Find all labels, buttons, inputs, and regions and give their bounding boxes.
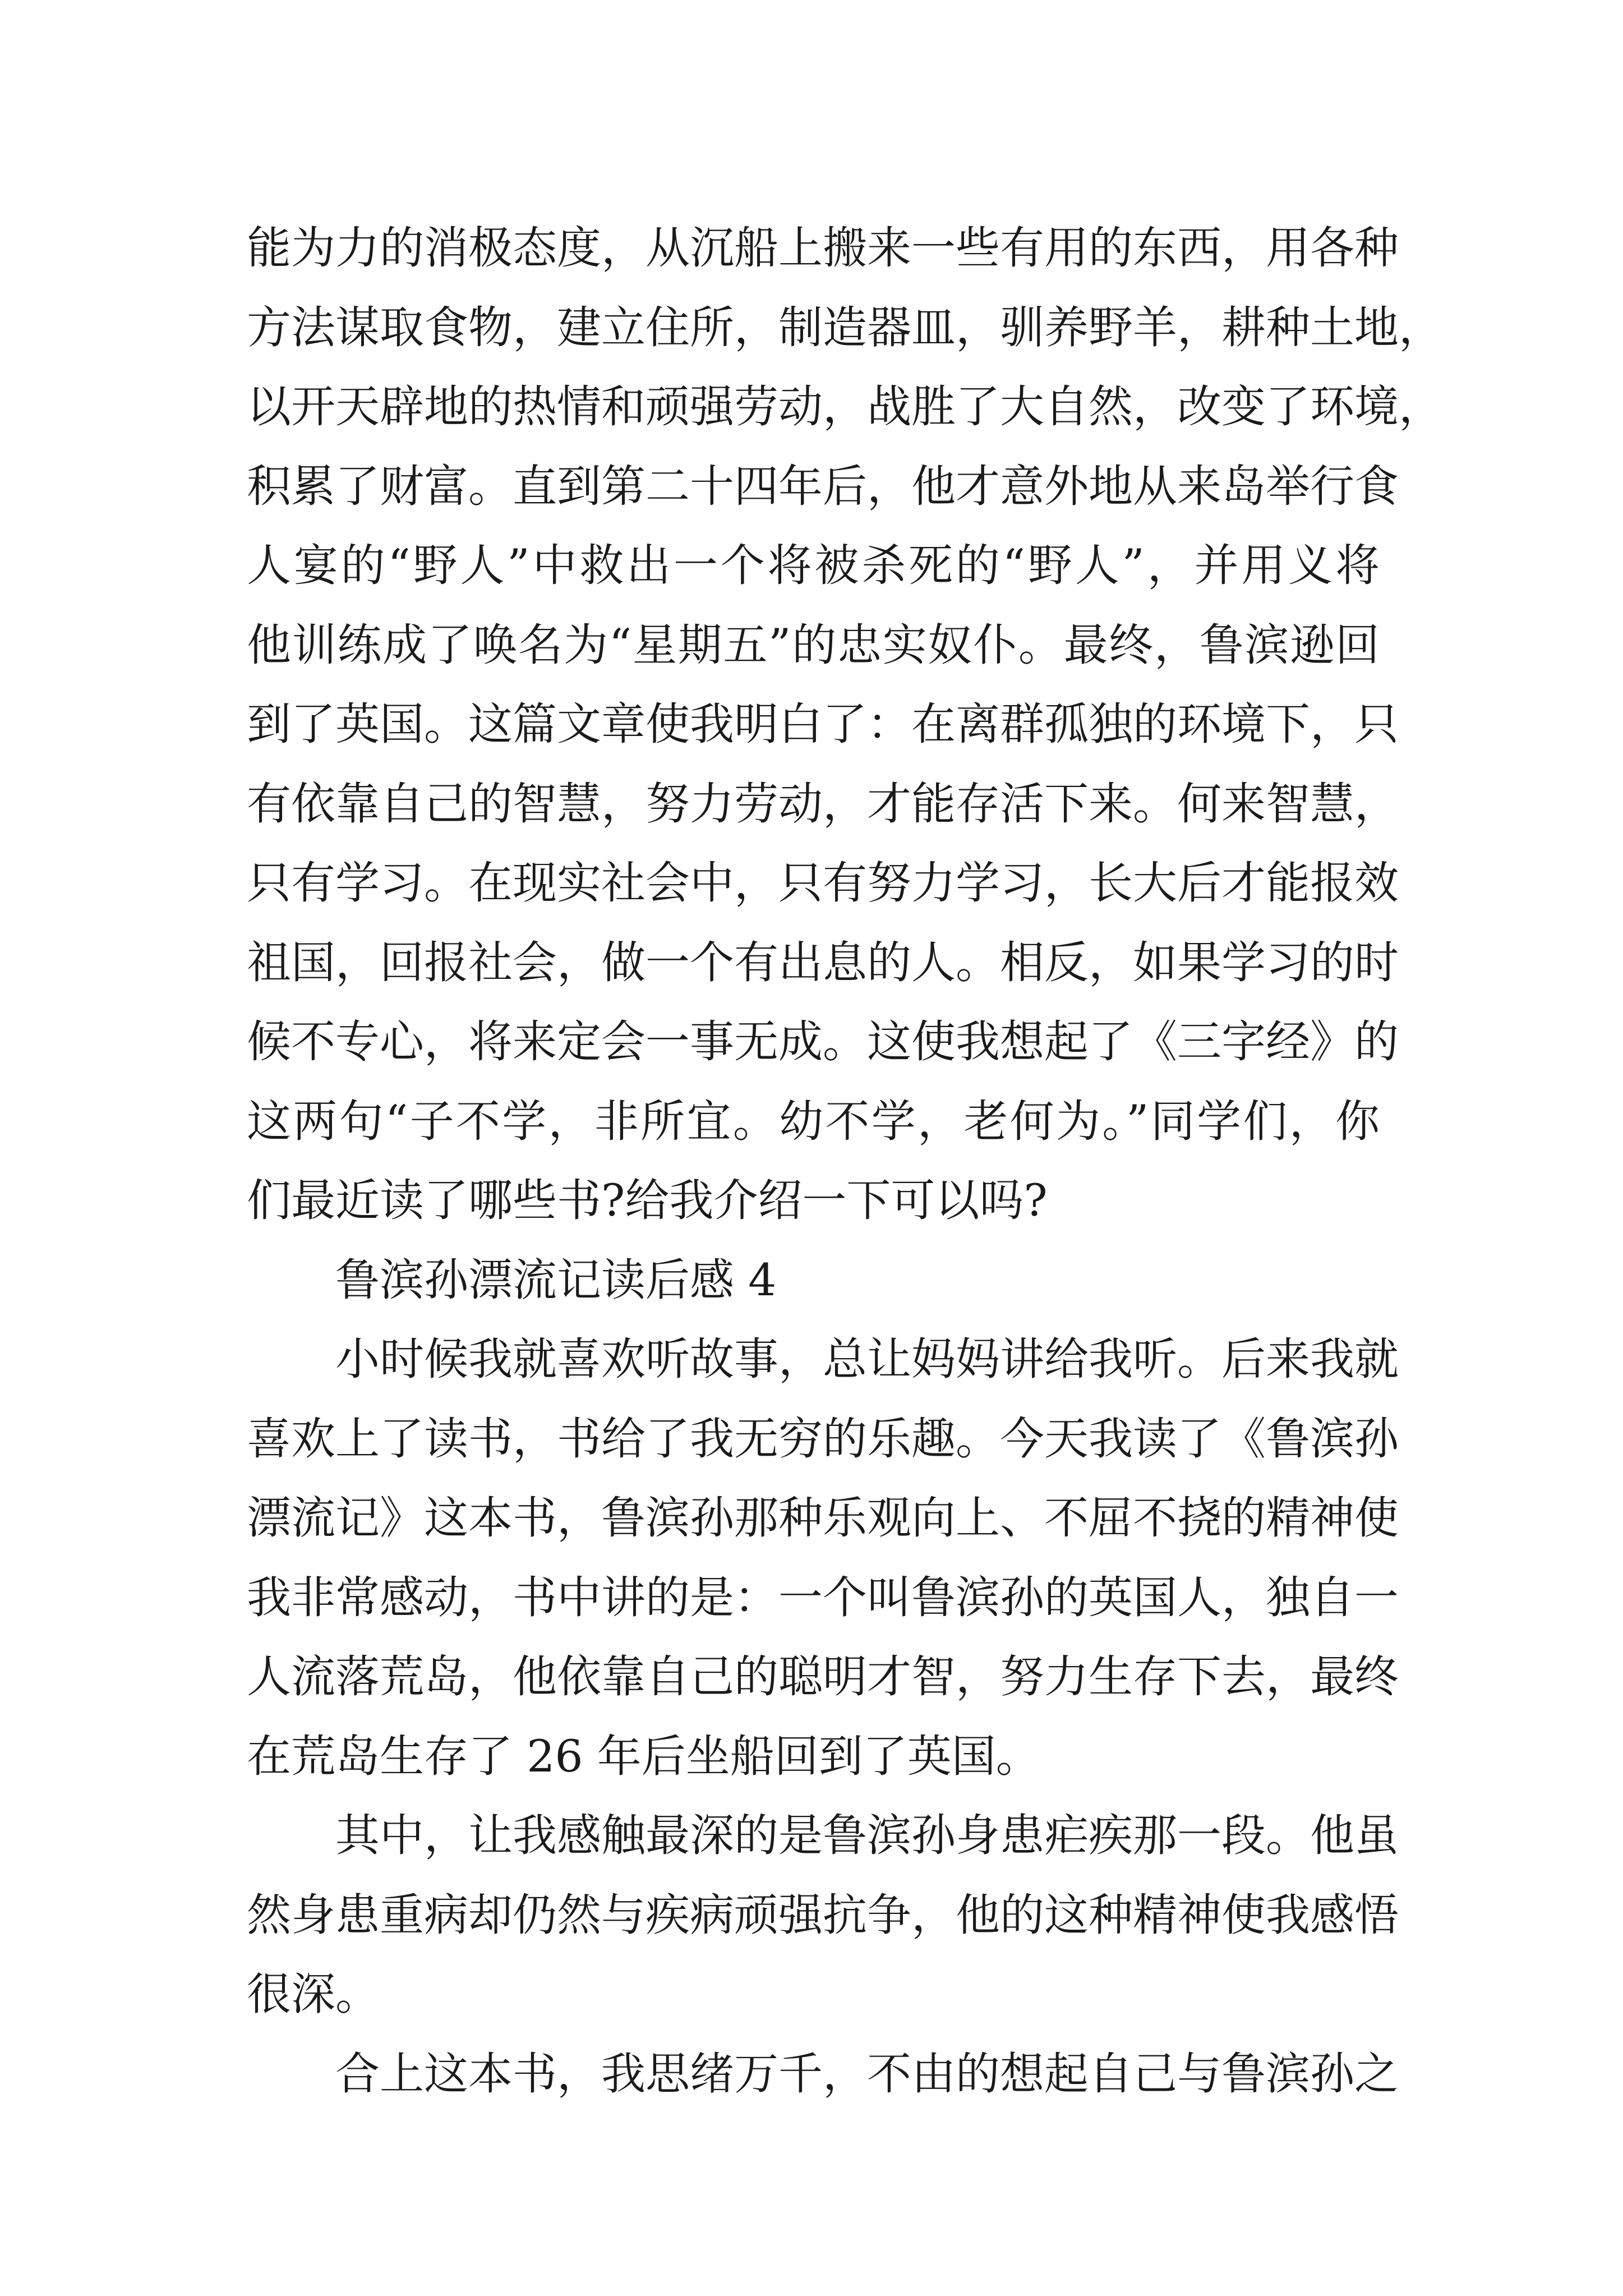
text-line: 漂流记》这本书，鲁滨孙那种乐观向上、不屈不挠的精神使 bbox=[247, 1492, 1399, 1544]
text-line: 合上这本书，我思绪万千，不由的想起自己与鲁滨孙之 bbox=[335, 2047, 1399, 2100]
text-line: 在荒岛生存了 26 年后坐船回到了英国。 bbox=[247, 1730, 1040, 1782]
paragraph bbox=[247, 1796, 1399, 2035]
text-line: 喜欢上了读书，书给了我无穷的乐趣。今天我读了《鲁滨孙 bbox=[247, 1412, 1399, 1465]
text-line: 们最近读了哪些书?给我介绍一下可以吗? bbox=[247, 1175, 1048, 1226]
section-heading bbox=[247, 1241, 1380, 1320]
text-line: 很深。 bbox=[247, 1968, 380, 2020]
text-line: 积累了财富。直到第二十四年后，他才意外地从来岛举行食 bbox=[247, 460, 1399, 512]
paragraph bbox=[247, 1320, 1399, 1796]
paragraph bbox=[247, 209, 1443, 1241]
text-block bbox=[247, 209, 1443, 2114]
text-line: 小时候我就喜欢听故事，总让妈妈讲给我听。后来我就 bbox=[335, 1333, 1399, 1385]
text-line: 然身患重病却仍然与疾病顽强抗争，他的这种精神使我感悟 bbox=[247, 1889, 1399, 1941]
text-line: 其中，让我感触最深的是鲁滨孙身患疟疾那一段。他虽 bbox=[335, 1810, 1399, 1861]
text-line: 有依靠自己的智慧，努力劳动，才能存活下来。何来智慧， bbox=[247, 777, 1399, 830]
text-line: 祖国，回报社会，做一个有出息的人。相反，如果学习的时 bbox=[247, 936, 1399, 988]
text-line: 这两句“子不学，非所宜。幼不学，老何为。”同学们，你 bbox=[247, 1095, 1380, 1147]
text-line: 只有学习。在现实社会中，只有努力学习，长大后才能报效 bbox=[247, 857, 1399, 909]
heading-text: 鲁滨孙漂流记读后感 4 bbox=[335, 1254, 777, 1306]
text-line: 人流落荒岛，他依靠自己的聪明才智，努力生存下去，最终 bbox=[247, 1651, 1399, 1703]
text-line: 我非常感动，书中讲的是：一个叫鲁滨孙的英国人，独自一 bbox=[247, 1571, 1399, 1623]
text-line: 他训练成了唤名为“星期五”的忠实奴仆。最终，鲁滨逊回 bbox=[247, 619, 1380, 671]
paragraph bbox=[247, 2035, 1399, 2114]
text-line: 候不专心，将来定会一事无成。这使我想起了《三字经》的 bbox=[247, 1016, 1399, 1068]
text-line: 能为力的消极态度，从沉船上搬来一些有用的东西，用各种 bbox=[247, 222, 1399, 274]
text-line: 到了英国。这篇文章使我明白了：在离群孤独的环境下，只 bbox=[247, 698, 1399, 750]
text-line: 以开天辟地的热情和顽强劳动，战胜了大自然，改变了环境， bbox=[247, 381, 1443, 432]
text-line: 方法谋取食物，建立住所，制造器皿，驯养野羊，耕种土地， bbox=[247, 301, 1443, 353]
text-line: 人宴的“野人”中救出一个将被杀死的“野人”，并用义将 bbox=[247, 540, 1380, 591]
